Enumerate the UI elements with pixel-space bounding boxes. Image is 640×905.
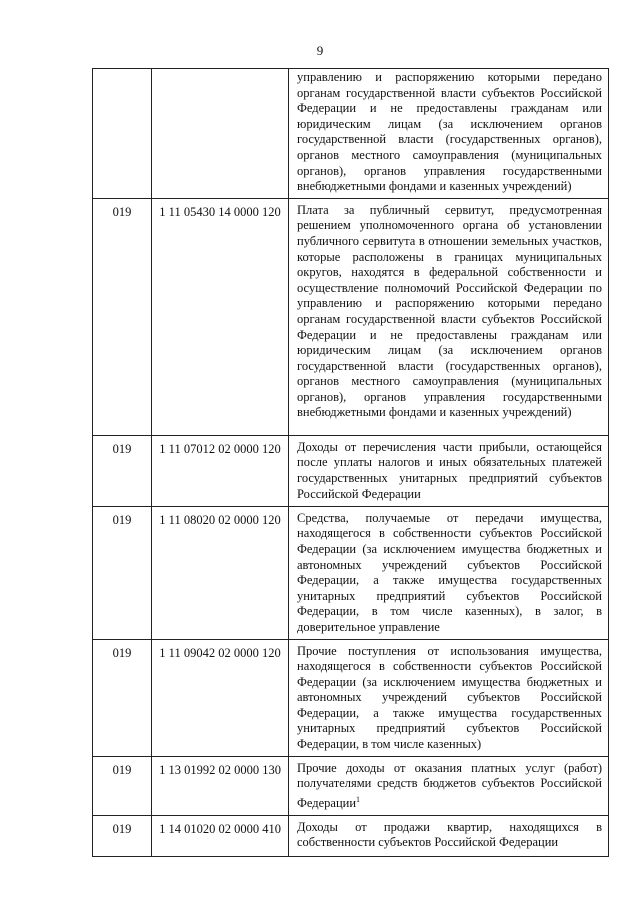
kbk-code-cell: 1 11 05430 14 0000 120: [152, 198, 289, 435]
description-cell: управлению и распоряжению которыми передано органам государственной власти субъектов Российской Федерации и не предоставлены гражданам или юридическим лицам (за исключением органов государственной власти (государственных органов), органов местного самоуправления (муниципальных органов), органов управления государственными внебюджетными фондами и казенных учреждений): [289, 69, 609, 199]
kbk-code-cell: 1 11 08020 02 0000 120: [152, 506, 289, 639]
kbk-code-cell: 1 11 09042 02 0000 120: [152, 639, 289, 756]
admin-code-cell: 019: [93, 435, 152, 506]
table-row: [93, 815, 609, 856]
kbk-code-cell: 1 13 01992 02 0000 130: [152, 756, 289, 815]
footnote-marker: 1: [356, 794, 361, 804]
admin-code-cell: 019: [93, 639, 152, 756]
description-text: Прочие доходы от оказания платных услуг (работ) получателями средств бюджетов субъектов Российской Федерации: [297, 760, 602, 810]
table-row: [93, 198, 609, 435]
admin-code-cell: 019: [93, 815, 152, 856]
kbk-code-cell: 1 11 07012 02 0000 120: [152, 435, 289, 506]
revenue-codes-table: [92, 68, 609, 857]
admin-code-cell: 019: [93, 198, 152, 435]
description-cell: Доходы от перечисления части прибыли, остающейся после уплаты налогов и иных обязательных платежей государственных унитарных предприятий субъектов Российской Федерации: [289, 435, 609, 506]
table-row: [93, 756, 609, 815]
admin-code-cell: 019: [93, 756, 152, 815]
admin-code-cell: 019: [93, 506, 152, 639]
page-number: 9: [316, 43, 324, 58]
description-cell: Прочие поступления от использования имущества, находящегося в собственности субъектов Российской Федерации (за исключением имущества бюджетных и автономных учреждений субъектов Российской Федерации, а также имущества государственных унитарных предприятий субъектов Российской Федерации, в том числе казенных): [289, 639, 609, 756]
table-row: [93, 506, 609, 639]
table-row: [93, 435, 609, 506]
kbk-code-cell: 1 14 01020 02 0000 410: [152, 815, 289, 856]
description-cell: Плата за публичный сервитут, предусмотренная решением уполномоченного органа об установлении публичного сервитута в отношении земельных участков, которые расположены в границах муниципальных округов, находятся в федеральной собственности и осуществление полномочий Российской Федерации по управлению и распоряжению которыми передано органам государственной власти субъектов Российской Федерации и не предоставлены гражданам или юридическим лицам (за исключением органов государственной власти (государственных органов), органов местного самоуправления (муниципальных органов), органов управления государственными внебюджетными фондами и казенных учреждений): [289, 198, 609, 435]
table-row: [93, 639, 609, 756]
description-cell: Средства, получаемые от передачи имущества, находящегося в собственности субъектов Российской Федерации (за исключением имущества бюджетных и автономных учреждений субъектов Российской Федерации, а также имущества государственных унитарных предприятий субъектов Российской Федерации, в том числе казенных), в залог, в доверительное управление: [289, 506, 609, 639]
kbk-code-cell: [152, 69, 289, 199]
admin-code-cell: [93, 69, 152, 199]
description-cell: [289, 756, 609, 815]
description-cell: Доходы от продажи квартир, находящихся в собственности субъектов Российской Федерации: [289, 815, 609, 856]
table-row: [93, 69, 609, 199]
